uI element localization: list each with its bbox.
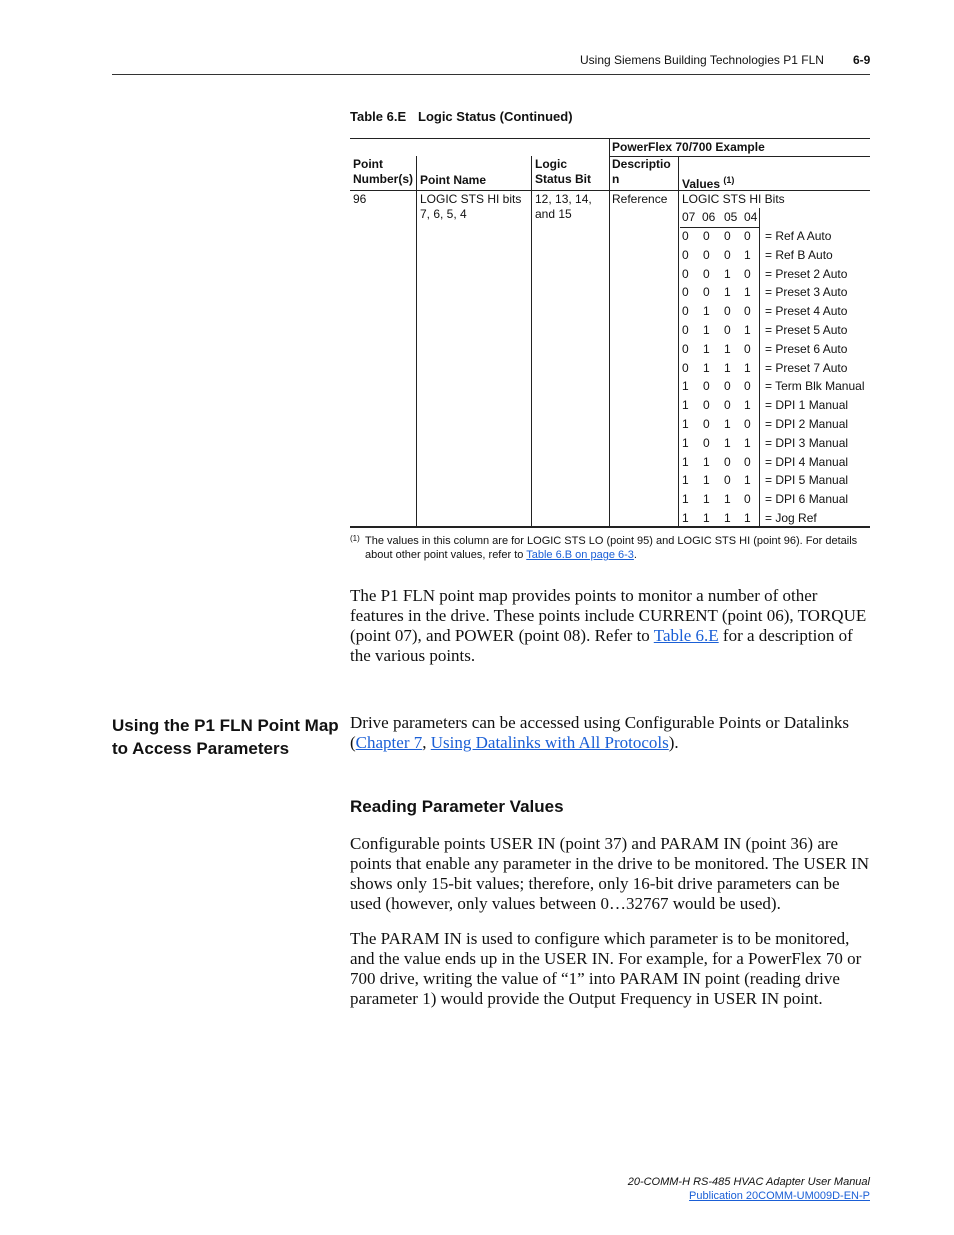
bit-value: 1 <box>682 398 689 413</box>
bit-value: 0 <box>724 454 731 469</box>
bit-meaning: = Jog Ref <box>765 511 817 525</box>
bit-value: 0 <box>724 229 731 243</box>
bit-value: 0 <box>724 247 731 262</box>
bit-value: 1 <box>724 435 731 450</box>
bit-value: 1 <box>703 304 710 319</box>
bit-value: 1 <box>744 285 751 300</box>
bit-value: 0 <box>682 360 689 375</box>
table-caption-title: Logic Status (Continued) <box>418 109 573 124</box>
bit-value: 1 <box>744 360 751 375</box>
bit-value: 0 <box>744 417 751 431</box>
bit-header: 05 <box>724 210 738 224</box>
bit-meaning: = Ref B Auto <box>765 247 833 262</box>
bit-value: 0 <box>703 229 710 243</box>
bit-value: 0 <box>703 266 710 281</box>
cell-description: Reference <box>612 192 668 206</box>
link-using-datalinks[interactable]: Using Datalinks with All Protocols <box>430 733 669 752</box>
bit-meaning: = Preset 4 Auto <box>765 304 848 319</box>
bit-value: 0 <box>703 285 710 300</box>
bit-value: 0 <box>703 417 710 431</box>
table-caption-number: Table 6.E <box>350 109 407 124</box>
bit-value: 1 <box>682 417 689 431</box>
bit-value: 0 <box>724 398 731 413</box>
bit-value: 1 <box>703 360 710 375</box>
bit-value: 1 <box>724 285 731 300</box>
bit-meaning: = Preset 7 Auto <box>765 360 848 375</box>
bit-value: 1 <box>703 341 710 356</box>
bit-value: 0 <box>682 323 689 337</box>
section-heading: Using the P1 FLN Point Map to Access Parameters <box>112 716 339 758</box>
paragraph-text: ). <box>668 733 679 752</box>
bit-value: 0 <box>682 285 689 300</box>
table-footnote <box>350 534 870 562</box>
bit-value: 1 <box>744 511 751 525</box>
header-values-label: Values <box>682 177 721 191</box>
bit-header: 04 <box>744 210 758 224</box>
bit-value: 0 <box>703 435 710 450</box>
bit-value: 0 <box>682 247 689 262</box>
bit-value: 0 <box>724 473 731 488</box>
bit-value: 0 <box>682 229 689 243</box>
bit-value: 1 <box>724 511 731 525</box>
footnote-end: . <box>633 549 637 561</box>
col-divider-1 <box>416 156 417 527</box>
bit-value: 0 <box>724 323 731 337</box>
bit-meaning: = DPI 1 Manual <box>765 398 849 413</box>
bit-header: 07 <box>682 210 696 224</box>
paragraph-configurable-points: Configurable points USER IN (point 37) and PARAM IN (point 36) are points that enable any parameter in the drive to be monitored. The USER IN shows only 15-bit values; therefore, only 16-bit drive parameters can be used (however, only values between 0…32767 would be used). <box>350 834 869 913</box>
paragraph-text: The P1 FLN point map provides points to monitor a number of other features in the drive. These points include CURRENT (point 06), TORQUE (point 07), and POWER (point 08). Refer to <box>350 586 867 645</box>
running-header-title: Using Siemens Building Technologies P1 FLN <box>580 53 824 67</box>
bit-header: 06 <box>702 210 716 224</box>
bit-meaning: = Term Blk Manual <box>765 379 865 394</box>
bit-value: 1 <box>744 473 751 488</box>
paragraph-separator: , <box>422 733 431 752</box>
bit-value: 1 <box>744 323 751 337</box>
bit-value: 0 <box>744 229 751 243</box>
header-values <box>682 173 734 192</box>
paragraph-text: for a description of the various points. <box>350 626 853 665</box>
bit-value: 1 <box>724 492 731 507</box>
paragraph-text: Drive parameters can be accessed using Configurable Points or Datalinks ( <box>350 713 849 752</box>
bit-area-divider <box>759 208 760 527</box>
footnote-text: The values in this column are for LOGIC STS LO (point 95) and LOGIC STS HI (point 96). For details about other point values, refer to <box>365 535 858 561</box>
table-top-rule <box>350 138 870 139</box>
header-values-footnote-ref: (1) <box>723 175 735 185</box>
bit-meaning: = DPI 2 Manual <box>765 417 849 431</box>
bit-value: 1 <box>682 379 689 394</box>
cell-point-number: 96 <box>353 192 367 206</box>
bit-value: 0 <box>703 398 710 413</box>
bit-meaning: = DPI 5 Manual <box>765 473 849 488</box>
bit-value: 1 <box>682 473 689 488</box>
header-rule <box>112 74 870 75</box>
paragraph-drive-parameters <box>350 713 870 753</box>
bit-value: 1 <box>703 492 710 507</box>
bit-value: 0 <box>744 341 751 356</box>
bit-value: 1 <box>682 511 689 525</box>
subsection-heading: Reading Parameter Values <box>350 797 564 816</box>
bit-meaning: = Ref A Auto <box>765 229 832 243</box>
footnote-marker: (1) <box>350 534 360 543</box>
bit-value: 1 <box>703 511 710 525</box>
bit-meaning: = DPI 4 Manual <box>765 454 849 469</box>
bit-value: 0 <box>744 492 751 507</box>
bit-value: 1 <box>682 492 689 507</box>
link-table-6e[interactable]: Table 6.E <box>653 626 719 645</box>
paragraph-point-map <box>350 586 870 666</box>
bit-value: 0 <box>682 304 689 319</box>
table-header-rule <box>350 190 870 191</box>
cell-point-name: LOGIC STS HI bits 7, 6, 5, 4 <box>420 192 522 221</box>
header-description: Descriptio n <box>612 157 671 186</box>
bit-value: 0 <box>682 341 689 356</box>
header-point-number: Point Number(s) <box>353 157 414 186</box>
bit-value: 0 <box>703 379 710 394</box>
bit-meaning: = DPI 3 Manual <box>765 435 849 450</box>
bit-value: 0 <box>744 454 751 469</box>
paragraph-param-in: The PARAM IN is used to configure which parameter is to be monitored, and the value ends up in the USER IN. For example, for a PowerFlex 70 or 700 drive, writing the value of “1” into PARAM IN point (reading drive parameter 1) would provide the Output Frequency in USER IN point. <box>350 929 862 1008</box>
bit-value: 0 <box>682 266 689 281</box>
bit-value: 1 <box>724 360 731 375</box>
footnote-link-table-6b[interactable]: Table 6.B on page 6-3 <box>526 549 634 561</box>
bit-value: 1 <box>744 398 751 413</box>
bit-meaning: = Preset 5 Auto <box>765 323 848 337</box>
bit-value: 0 <box>744 304 751 319</box>
cell-logic-status-bit: 12, 13, 14, and 15 <box>535 192 592 221</box>
col-divider-4 <box>678 156 679 527</box>
bit-meaning: = Preset 6 Auto <box>765 341 848 356</box>
bit-value: 1 <box>744 247 751 262</box>
bit-value: 0 <box>703 247 710 262</box>
cell-values-title: LOGIC STS HI Bits <box>682 192 785 206</box>
footer-manual-title: 20-COMM-H RS-485 HVAC Adapter User Manual <box>627 1176 870 1188</box>
bit-value: 0 <box>724 379 731 394</box>
col-divider-3 <box>609 138 610 527</box>
bit-value: 1 <box>682 454 689 469</box>
bit-value: 1 <box>703 473 710 488</box>
bit-meaning: = Preset 2 Auto <box>765 266 848 281</box>
bit-value: 1 <box>682 435 689 450</box>
bit-value: 1 <box>724 266 731 281</box>
bit-value: 1 <box>724 417 731 431</box>
bit-value: 0 <box>744 266 751 281</box>
bit-value: 0 <box>744 379 751 394</box>
bit-meaning: = DPI 6 Manual <box>765 492 849 507</box>
bit-meaning: = Preset 3 Auto <box>765 285 848 300</box>
col-divider-2 <box>531 156 532 527</box>
bit-value: 1 <box>744 435 751 450</box>
footer-publication-link[interactable]: Publication 20COMM-UM009D-EN-P <box>689 1190 870 1202</box>
bit-value: 1 <box>724 341 731 356</box>
bit-value: 1 <box>703 454 710 469</box>
table-caption <box>350 109 573 124</box>
page-number: 6-9 <box>853 53 871 67</box>
bit-value: 1 <box>703 323 710 337</box>
group-header-powerflex: PowerFlex 70/700 Example <box>612 140 765 154</box>
link-chapter-7[interactable]: Chapter 7 <box>355 733 423 752</box>
header-logic-status-bit: Logic Status Bit <box>535 157 592 186</box>
header-point-name: Point Name <box>420 173 487 187</box>
bit-value: 0 <box>724 304 731 319</box>
